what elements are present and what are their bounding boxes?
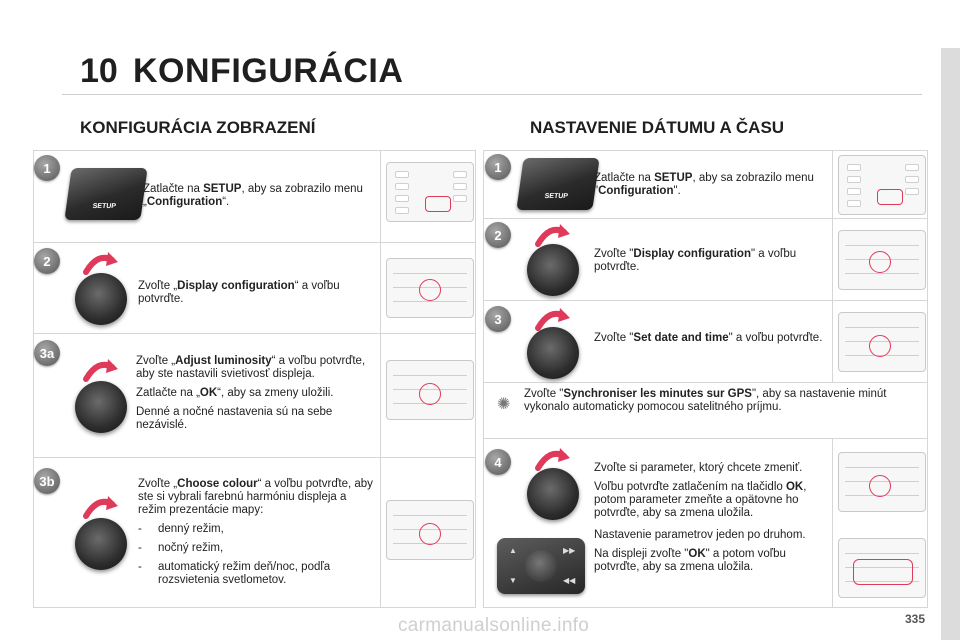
row-divider	[483, 300, 928, 301]
console-thumbnail	[386, 258, 474, 318]
column-divider	[380, 150, 381, 608]
chapter-title: KONFIGURÁCIA	[133, 52, 404, 90]
control-pad: ▲ ▼ ▶▶ ◀◀	[497, 538, 585, 594]
rotary-knob	[75, 381, 127, 433]
step-text: Zatlačte na SETUP, aby sa zobrazilo menu „Configuration“.	[143, 183, 363, 208]
console-thumbnail	[838, 452, 926, 512]
step-text: Zvoľte si parameter, ktorý chcete zmeniť. Voľbu potvrďte zatlačením na tlačidlo OK, potom parameter zmeňte a opätovne ho potvrďte, aby sa zmena uložila. Nastavenie parametrov jeden po druhom. Na displeji zvoľte "OK" a potom voľbu potvrďte, aby sa zmena uložila.	[594, 462, 807, 573]
header-divider	[62, 94, 922, 95]
step-badge: 3b	[34, 468, 60, 494]
rotary-knob	[527, 327, 579, 379]
console-thumbnail	[838, 538, 926, 598]
chapter-number: 10	[80, 52, 118, 90]
row-divider	[483, 438, 928, 439]
side-tab	[941, 48, 960, 640]
column-divider	[832, 150, 833, 382]
step-badge: 4	[485, 449, 511, 475]
page-number: 335	[905, 612, 926, 626]
row-divider	[483, 382, 928, 383]
console-thumbnail	[386, 162, 474, 222]
rotary-knob	[75, 518, 127, 570]
console-thumbnail	[386, 360, 474, 420]
console-thumbnail	[838, 155, 926, 215]
step-text: Zvoľte „Adjust luminosity“ a voľbu potvrďte, aby ste nastavili svietivosť displeja. Zatlačte na „OK“, aby sa zmeny uložili. Denné a nočné nastavenia sú na sebe nezávislé.	[136, 355, 366, 431]
step-badge: 3a	[34, 340, 60, 366]
step-badge: 2	[485, 222, 511, 248]
step-badge: 1	[485, 154, 511, 180]
step-text: Zvoľte "Set date and time" a voľbu potvrďte.	[594, 332, 823, 344]
step-badge: 3	[485, 306, 511, 332]
rotary-knob	[527, 244, 579, 296]
step-text: Zvoľte „Display configuration“ a voľbu potvrďte.	[138, 280, 340, 305]
console-thumbnail	[838, 312, 926, 372]
watermark: carmanualsonline.info	[398, 615, 590, 636]
console-thumbnail	[838, 230, 926, 290]
rotary-knob	[75, 273, 127, 325]
gear-icon: ✺	[497, 396, 511, 413]
setup-button: SETUP	[516, 158, 599, 210]
step-text: Zvoľte "Display configuration" a voľbu potvrďte.	[594, 248, 797, 273]
left-section-heading: KONFIGURÁCIA ZOBRAZENÍ	[80, 118, 316, 137]
row-divider	[483, 218, 928, 219]
console-thumbnail	[386, 500, 474, 560]
step-text: Zatlačte na SETUP, aby sa zobrazilo menu "Configuration".	[594, 172, 814, 197]
rotary-knob	[527, 468, 579, 520]
step-badge: 1	[34, 155, 60, 181]
row-divider	[33, 457, 476, 458]
right-section-heading: NASTAVENIE DÁTUMU A ČASU	[530, 118, 785, 137]
row-divider	[33, 333, 476, 334]
column-divider	[832, 438, 833, 608]
step-badge: 2	[34, 248, 60, 274]
gps-text: Zvoľte "Synchroniser les minutes sur GPS", aby sa nastavenie minút vykonalo automaticky pomocou satelitného príjmu.	[524, 388, 887, 413]
setup-button: SETUP	[64, 168, 147, 220]
row-divider	[33, 242, 476, 243]
step-text: Zvoľte „Choose colour“ a voľbu potvrďte, aby ste si vybrali farebnú harmóniu displeja a režim prezentácie mapy: - denný režim, - nočný režim, - automatický režim deň/noc, podľa rozsvietenia svetlometov.	[138, 478, 373, 586]
